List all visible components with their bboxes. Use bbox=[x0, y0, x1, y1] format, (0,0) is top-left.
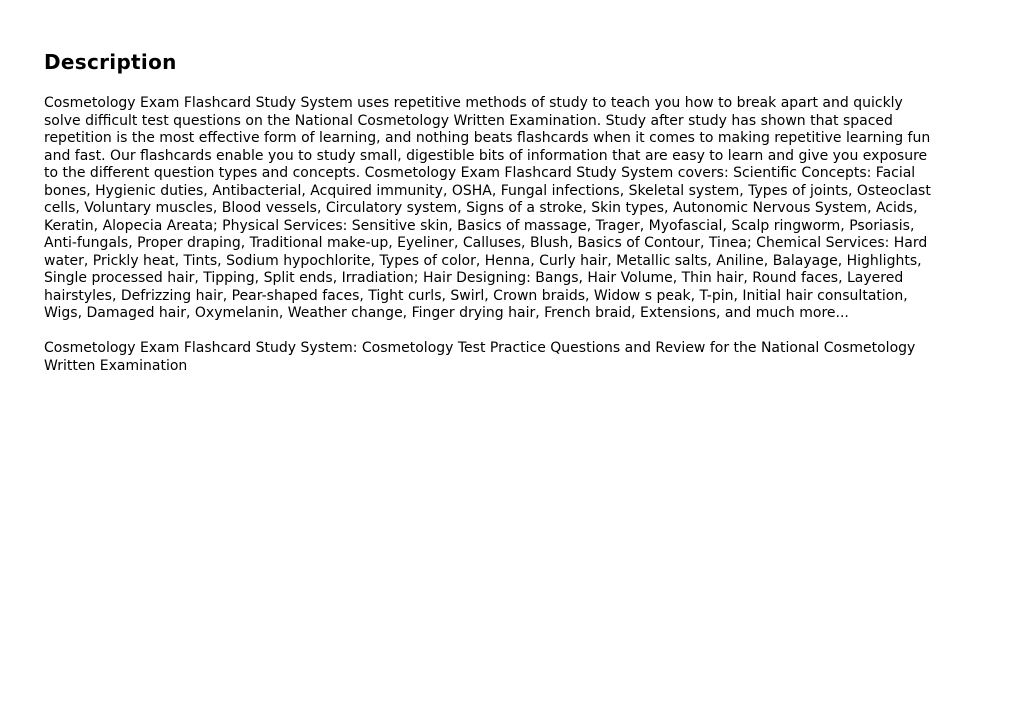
description-line: Keratin, Alopecia Areata; Physical Services: Sensitive skin, Basics of massage, Trager, Myofascial, Scalp ringworm, Psoriasis, bbox=[44, 217, 915, 234]
description-line: Single processed hair, Tipping, Split ends, Irradiation; Hair Designing: Bangs, Hair Volume, Thin hair, Round faces, Layered bbox=[44, 270, 904, 286]
description-line: water, Prickly heat, Tints, Sodium hypochlorite, Types of color, Henna, Curly hair, Metallic salts, Aniline, Balayage, Highlights, bbox=[44, 252, 922, 269]
description-line: and fast. Our flashcards enable you to study small, digestible bits of information that are easy to learn and give you exposure bbox=[44, 147, 928, 164]
description-line: cells, Voluntary muscles, Blood vessels, Circulatory system, Signs of a stroke, Skin types, Autonomic Nervous System, Acids, bbox=[44, 200, 918, 216]
document-page bbox=[44, 48, 989, 375]
book-title-paragraph bbox=[44, 340, 989, 375]
description-line: solve difficult test questions on the National Cosmetology Written Examination. Study after study has shown that spaced bbox=[44, 112, 893, 129]
description-line: Cosmetology Exam Flashcard Study System uses repetitive methods of study to teach you how to break apart and quickly bbox=[44, 95, 903, 111]
description-line: bones, Hygienic duties, Antibacterial, Acquired immunity, OSHA, Fungal infections, Skeletal system, Types of joints, Osteoclast bbox=[44, 182, 931, 199]
section-heading: Description bbox=[44, 50, 177, 74]
description-line: Wigs, Damaged hair, Oxymelanin, Weather change, Finger drying hair, French braid, Extensions, and much more... bbox=[44, 305, 849, 321]
description-line: to the different question types and concepts. Cosmetology Exam Flashcard Study System covers: Scientific Concepts: Facial bbox=[44, 165, 916, 181]
description-paragraph bbox=[44, 95, 989, 323]
description-line: hairstyles, Defrizzing hair, Pear-shaped faces, Tight curls, Swirl, Crown braids, Widow s peak, T-pin, Initial hair consultation, bbox=[44, 287, 908, 304]
book-title-line: Cosmetology Exam Flashcard Study System: Cosmetology Test Practice Questions and Review for the National Cosmetology bbox=[44, 340, 916, 356]
book-title-line: Written Examination bbox=[44, 357, 188, 374]
description-line: Anti-fungals, Proper draping, Traditional make-up, Eyeliner, Calluses, Blush, Basics of Contour, Tinea; Chemical Services: Hard bbox=[44, 235, 928, 251]
description-line: repetition is the most effective form of learning, and nothing beats flashcards when it comes to making repetitive learning fun bbox=[44, 130, 931, 146]
